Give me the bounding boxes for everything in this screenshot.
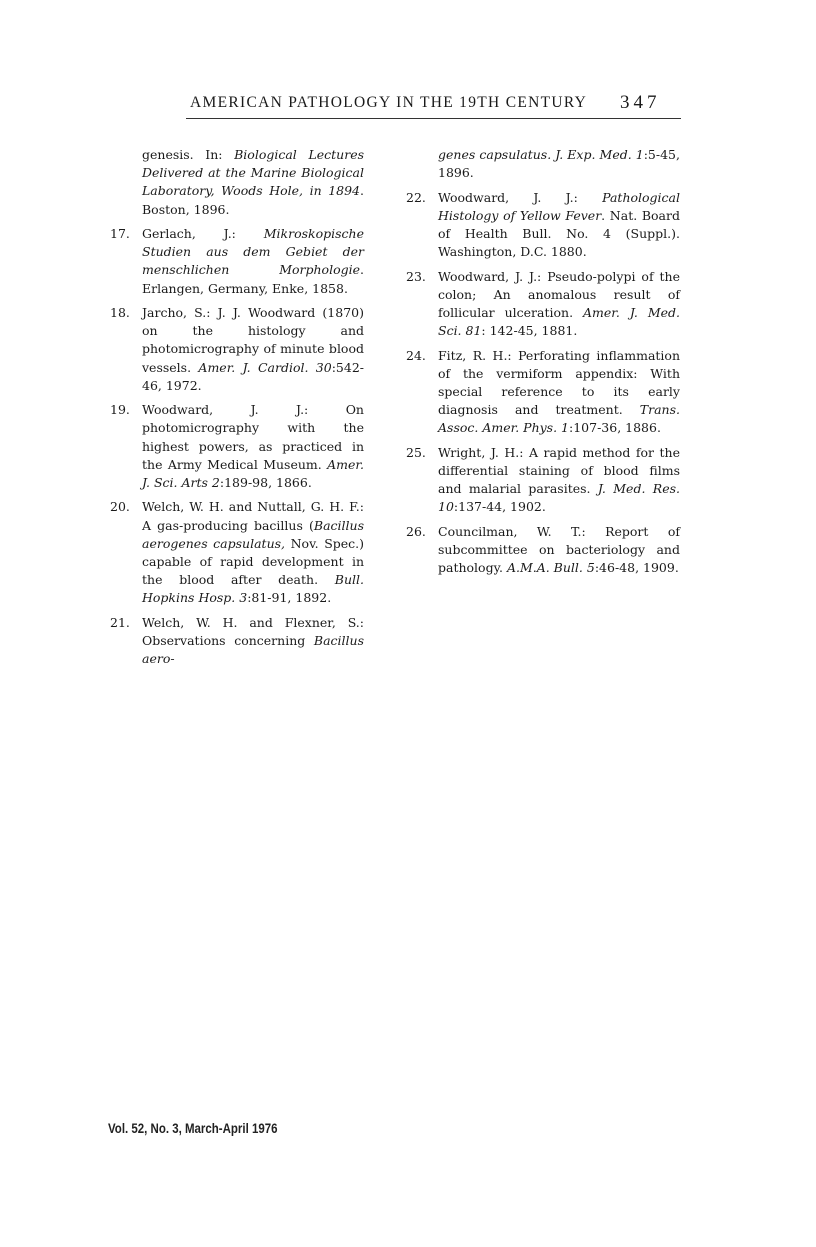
ref-text: :46-48, 1909.: [594, 560, 679, 576]
ref-italic: Biological Lectures Delivered at the Marine Biological Laboratory, Woods Hole, in 1894: [142, 147, 365, 199]
ref-text: . Erlangen, Germany, Enke, 1858.: [142, 262, 364, 296]
reference-continuation: [438, 146, 680, 182]
ref-text: :5-45, 1896.: [438, 147, 680, 181]
ref-number: 21.: [110, 614, 130, 630]
ref-text: Wright, J. H.: A rapid method for the differential staining of blood films and malarial parasites.: [438, 444, 680, 497]
ref-number: 26.: [406, 523, 426, 539]
header-rule: [186, 118, 681, 119]
ref-italic: Bacillus aero-: [142, 633, 364, 667]
ref-text: . Boston, 1896.: [142, 183, 364, 217]
ref-text: Fitz, R. H.: Perforating inflammation of the vermiform appendix: With special reference to its early diagnosis and treatment.: [438, 347, 680, 418]
reference-22: [406, 189, 680, 262]
ref-italic: genes capsulatus. J. Exp. Med. 1: [438, 147, 644, 162]
ref-italic: J. Med. Res. 10: [438, 481, 680, 515]
ref-italic: Amer. J. Med. Sci. 81: [438, 305, 680, 339]
reference-17: [110, 225, 364, 298]
ref-text: :107-36, 1886.: [569, 420, 661, 436]
references-right-column: [406, 146, 680, 584]
ref-text: . Nat. Board of Health Bull. No. 4 (Suppl.). Washington, D.C. 1880.: [438, 207, 680, 260]
ref-italic: Pathological Histology of Yellow Fever: [438, 189, 680, 223]
reference-26: [406, 523, 680, 578]
ref-number: 25.: [406, 444, 426, 460]
ref-text: Councilman, W. T.: Report of subcommittee on bacteriology and pathology.: [438, 523, 680, 576]
references-left-column: [110, 146, 364, 675]
ref-text: Welch, W. H. and Flexner, S.: Observations concerning: [142, 614, 364, 649]
ref-text: Nov. Spec.) capable of rapid development in the blood after death.: [142, 535, 365, 588]
ref-text: Welch, W. H. and Nuttall, G. H. F.: A gas-producing bacillus (: [142, 499, 364, 533]
ref-italic: Mikroskopische Studien aus dem Gebiet der menschlichen Morphologie: [142, 226, 364, 278]
ref-text: Woodward, J. J.: On photomicrography with the highest powers, as practiced in the Army Medical Museum.: [142, 402, 364, 472]
ref-italic: Trans. Assoc. Amer. Phys. 1: [438, 402, 680, 436]
ref-text: Woodward, J. J.:: [438, 189, 603, 205]
ref-number: 18.: [110, 305, 130, 320]
ref-text: :137-44, 1902.: [453, 499, 546, 515]
reference-24: [406, 347, 680, 438]
ref-number: 19.: [110, 402, 130, 418]
ref-text: Gerlach, J.:: [142, 226, 264, 241]
ref-text: genesis. In:: [142, 147, 235, 162]
ref-italic: Bacillus aerogenes capsulatus,: [142, 517, 364, 551]
ref-text: : 142-45, 1881.: [481, 323, 578, 339]
reference-23: [406, 268, 680, 341]
page-number: 347: [620, 92, 661, 113]
reference-21: [110, 614, 364, 669]
ref-number: 20.: [110, 499, 130, 515]
ref-text: :189-98, 1866.: [219, 475, 312, 491]
reference-continuation: [142, 146, 364, 219]
ref-text: :542-46, 1972.: [142, 359, 365, 393]
ref-italic: Amer. J. Sci. Arts 2: [142, 456, 364, 491]
ref-italic: Bull. Hopkins Hosp. 3: [142, 572, 364, 606]
ref-italic: Amer. J. Cardiol. 30: [198, 359, 332, 375]
ref-text: Woodward, J. J.: Pseudo-polypi of the colon; An anomalous result of follicular ulceration.: [438, 268, 680, 320]
journal-volume-footer: Vol. 52, No. 3, March-April 1976: [108, 1120, 278, 1136]
running-title: AMERICAN PATHOLOGY IN THE 19TH CENTURY: [190, 94, 588, 111]
ref-number: 17.: [110, 226, 130, 241]
reference-25: [406, 444, 680, 517]
ref-number: 23.: [406, 268, 426, 284]
reference-20: [110, 498, 364, 607]
reference-19: [110, 401, 364, 492]
ref-text: Jarcho, S.: J. J. Woodward (1870) on the histology and photomicrography of minute blood vessels.: [142, 305, 364, 375]
ref-number: 22.: [406, 189, 426, 205]
ref-italic: A.M.A. Bull. 5: [506, 560, 595, 576]
ref-number: 24.: [406, 347, 426, 363]
reference-18: [110, 304, 364, 395]
ref-text: :81-91, 1892.: [247, 590, 332, 606]
